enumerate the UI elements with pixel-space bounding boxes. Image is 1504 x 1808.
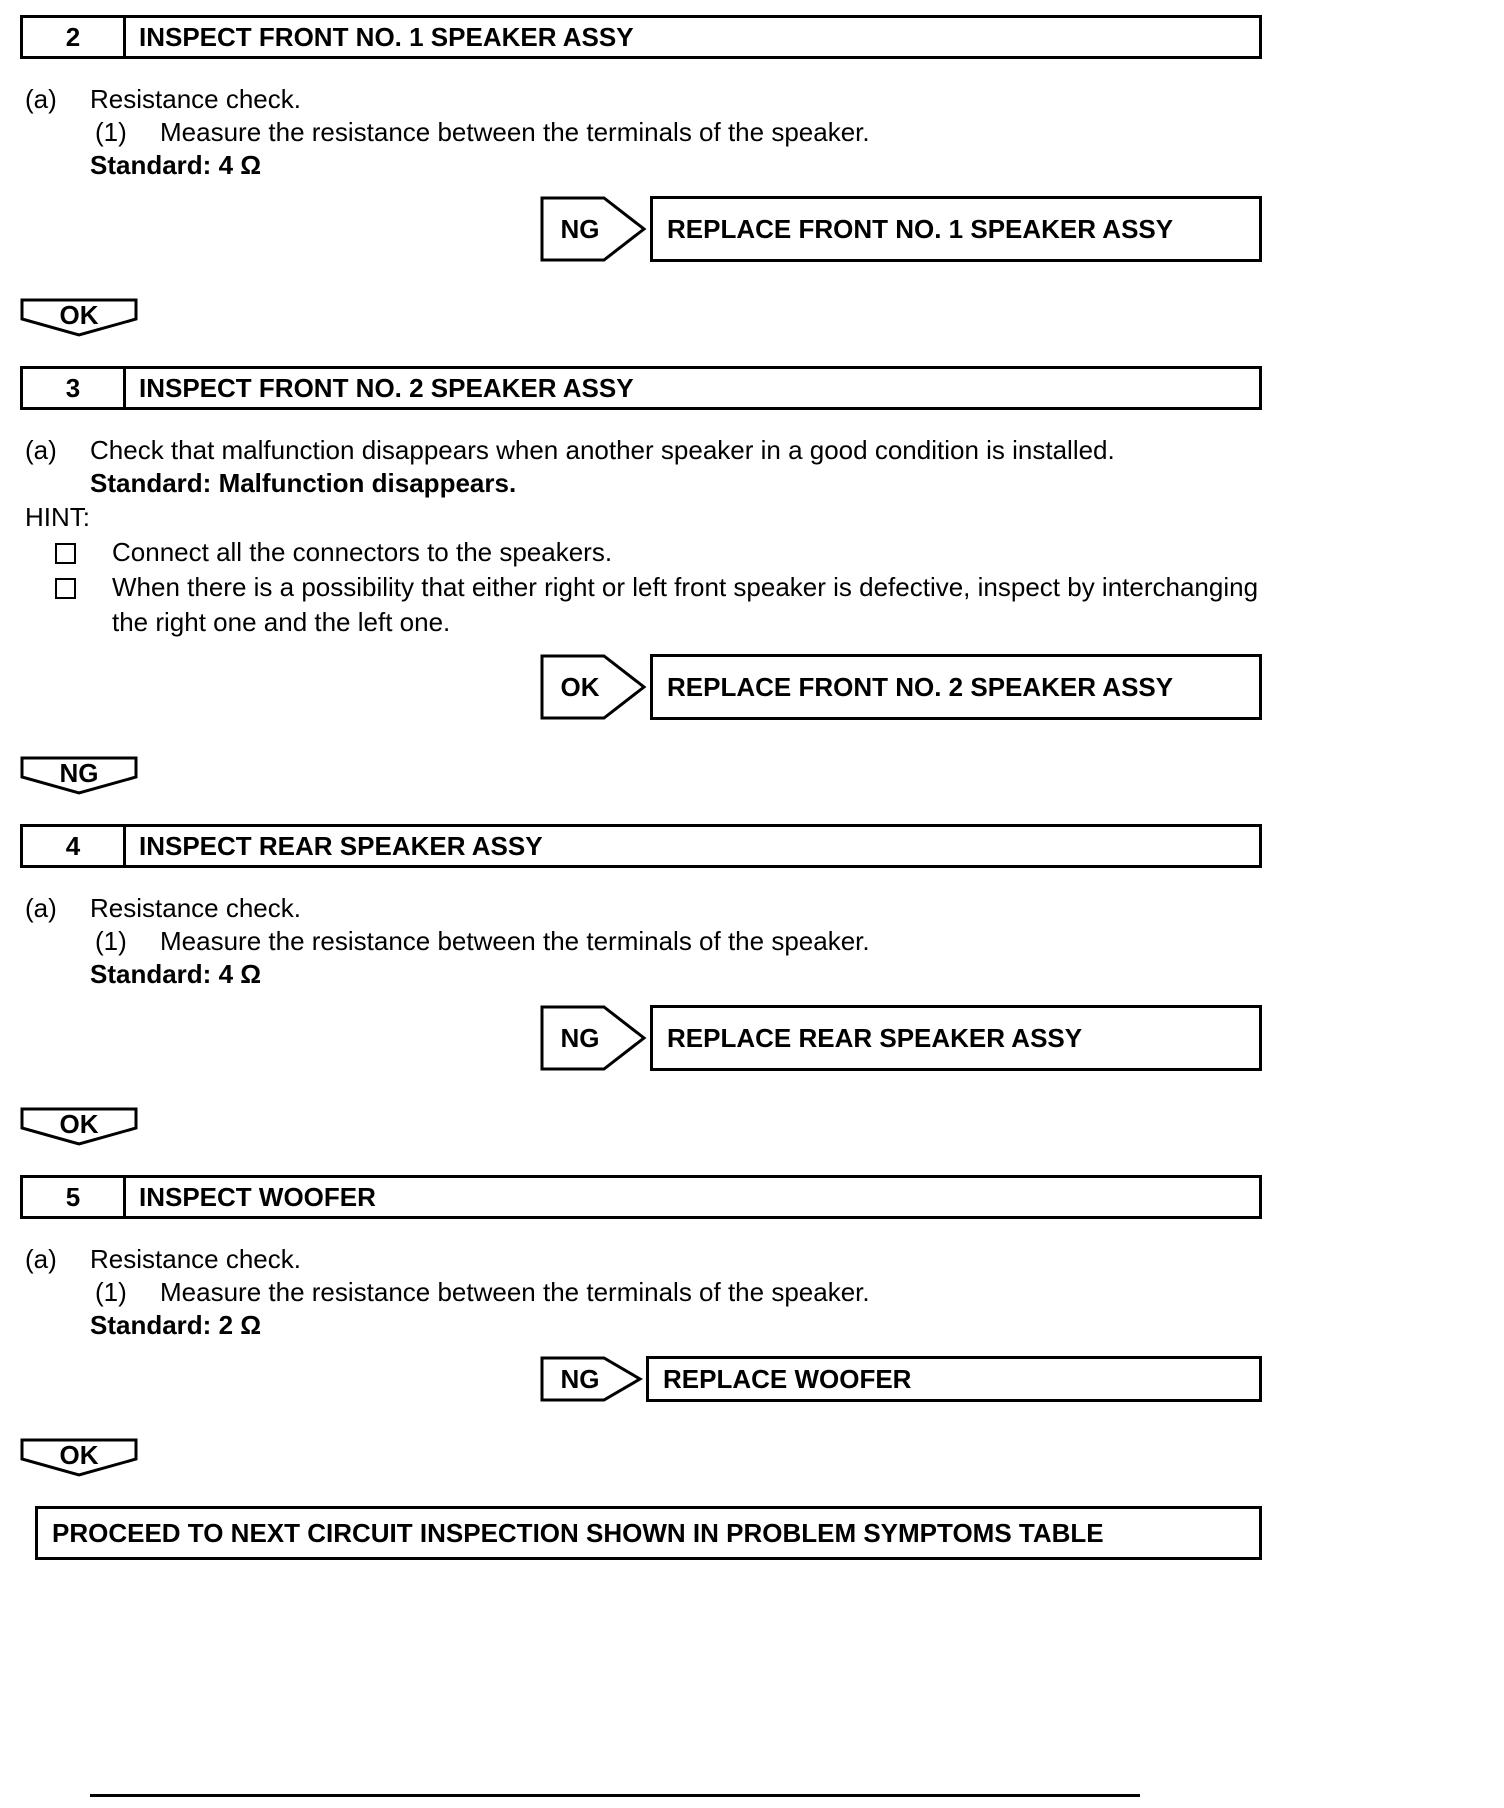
item-text: Resistance check. — [90, 84, 301, 114]
action-box — [646, 1356, 1262, 1402]
step-number: 3 — [23, 369, 126, 407]
subitem-text: Measure the resistance between the terminals of the speaker. — [160, 1277, 870, 1307]
procedure-subline — [95, 1276, 1262, 1309]
item-text: Resistance check. — [90, 1244, 301, 1274]
procedure-subline — [95, 925, 1262, 958]
connector-label: OK — [59, 1440, 99, 1470]
procedure-line — [25, 83, 1262, 116]
item-text: Resistance check. — [90, 893, 301, 923]
ok-pennant-icon — [20, 1107, 138, 1147]
checkbox-icon — [55, 578, 76, 599]
decision-row — [540, 1356, 1262, 1402]
connector-tag — [20, 1107, 1262, 1147]
subitem-text: Measure the resistance between the terminals of the speaker. — [160, 926, 870, 956]
connector-label: OK — [59, 1109, 99, 1139]
item-label: (a) — [25, 1244, 57, 1274]
decision-arrow-label: NG — [560, 1023, 600, 1053]
step-header-2 — [20, 15, 1262, 59]
step-number: 4 — [23, 827, 126, 865]
connector-label: OK — [59, 300, 99, 330]
step-number: 5 — [23, 1178, 126, 1216]
decision-row — [540, 196, 1262, 262]
connector-label: NG — [59, 758, 99, 788]
footer-text: PROCEED TO NEXT CIRCUIT INSPECTION SHOWN IN PROBLEM SYMPTOMS TABLE — [52, 1518, 1104, 1548]
connector-tag — [20, 756, 1262, 796]
subitem-label: (1) — [95, 117, 127, 147]
action-box — [650, 654, 1262, 720]
standard-text: Standard: 4 Ω — [90, 150, 262, 180]
procedure-line — [25, 892, 1262, 925]
ok-pennant-icon — [20, 298, 138, 338]
ng-arrow-icon — [540, 1005, 648, 1071]
hint-item — [55, 535, 1262, 570]
procedure-line — [25, 434, 1262, 467]
hint-text: Connect all the connectors to the speakers. — [112, 537, 613, 567]
ok-pennant-icon — [20, 1438, 138, 1478]
step-title: INSPECT WOOFER — [139, 1181, 376, 1212]
ng-arrow-icon — [540, 1356, 644, 1402]
standard-text: Standard: Malfunction disappears. — [90, 468, 517, 498]
step-title: INSPECT FRONT NO. 2 SPEAKER ASSY — [139, 372, 634, 403]
item-label: (a) — [25, 84, 57, 114]
standard-text: Standard: 2 Ω — [90, 1310, 262, 1340]
ok-arrow-icon — [540, 654, 648, 720]
step-title: INSPECT REAR SPEAKER ASSY — [139, 830, 543, 861]
ng-arrow-icon — [540, 196, 648, 262]
hint-item — [55, 570, 1262, 640]
action-label: REPLACE FRONT NO. 1 SPEAKER ASSY — [667, 213, 1174, 244]
item-text: Check that malfunction disappears when another speaker in a good condition is installed. — [90, 435, 1115, 465]
action-box — [650, 196, 1262, 262]
connector-tag — [20, 298, 1262, 338]
procedure-line — [25, 1243, 1262, 1276]
action-label: REPLACE FRONT NO. 2 SPEAKER ASSY — [667, 671, 1174, 702]
step-title: INSPECT FRONT NO. 1 SPEAKER ASSY — [139, 21, 634, 52]
decision-row — [540, 654, 1262, 720]
action-label: REPLACE REAR SPEAKER ASSY — [667, 1022, 1083, 1053]
subitem-label: (1) — [95, 926, 127, 956]
item-label: (a) — [25, 893, 57, 923]
procedure-subline — [95, 116, 1262, 149]
decision-arrow-label: NG — [560, 214, 600, 244]
step-number: 2 — [23, 18, 126, 56]
action-label: REPLACE WOOFER — [663, 1363, 912, 1394]
item-label: (a) — [25, 435, 57, 465]
hint-text: When there is a possibility that either right or left front speaker is defective, inspect by interchanging the right one and the left one. — [112, 572, 1259, 637]
hint-heading: HINT: — [25, 502, 90, 532]
checkbox-icon — [55, 543, 76, 564]
decision-row — [540, 1005, 1262, 1071]
step-header-3 — [20, 366, 1262, 410]
standard-text: Standard: 4 Ω — [90, 959, 262, 989]
connector-tag — [20, 1438, 1262, 1478]
action-box — [650, 1005, 1262, 1071]
subitem-text: Measure the resistance between the terminals of the speaker. — [160, 117, 870, 147]
decision-arrow-label: NG — [560, 1364, 600, 1394]
subitem-label: (1) — [95, 1277, 127, 1307]
decision-arrow-label: OK — [560, 672, 600, 702]
page-edge-line — [90, 1794, 1140, 1797]
step-header-5 — [20, 1175, 1262, 1219]
footer-box — [35, 1506, 1262, 1560]
step-header-4 — [20, 824, 1262, 868]
ng-pennant-icon — [20, 756, 138, 796]
page-content — [20, 15, 1262, 1560]
